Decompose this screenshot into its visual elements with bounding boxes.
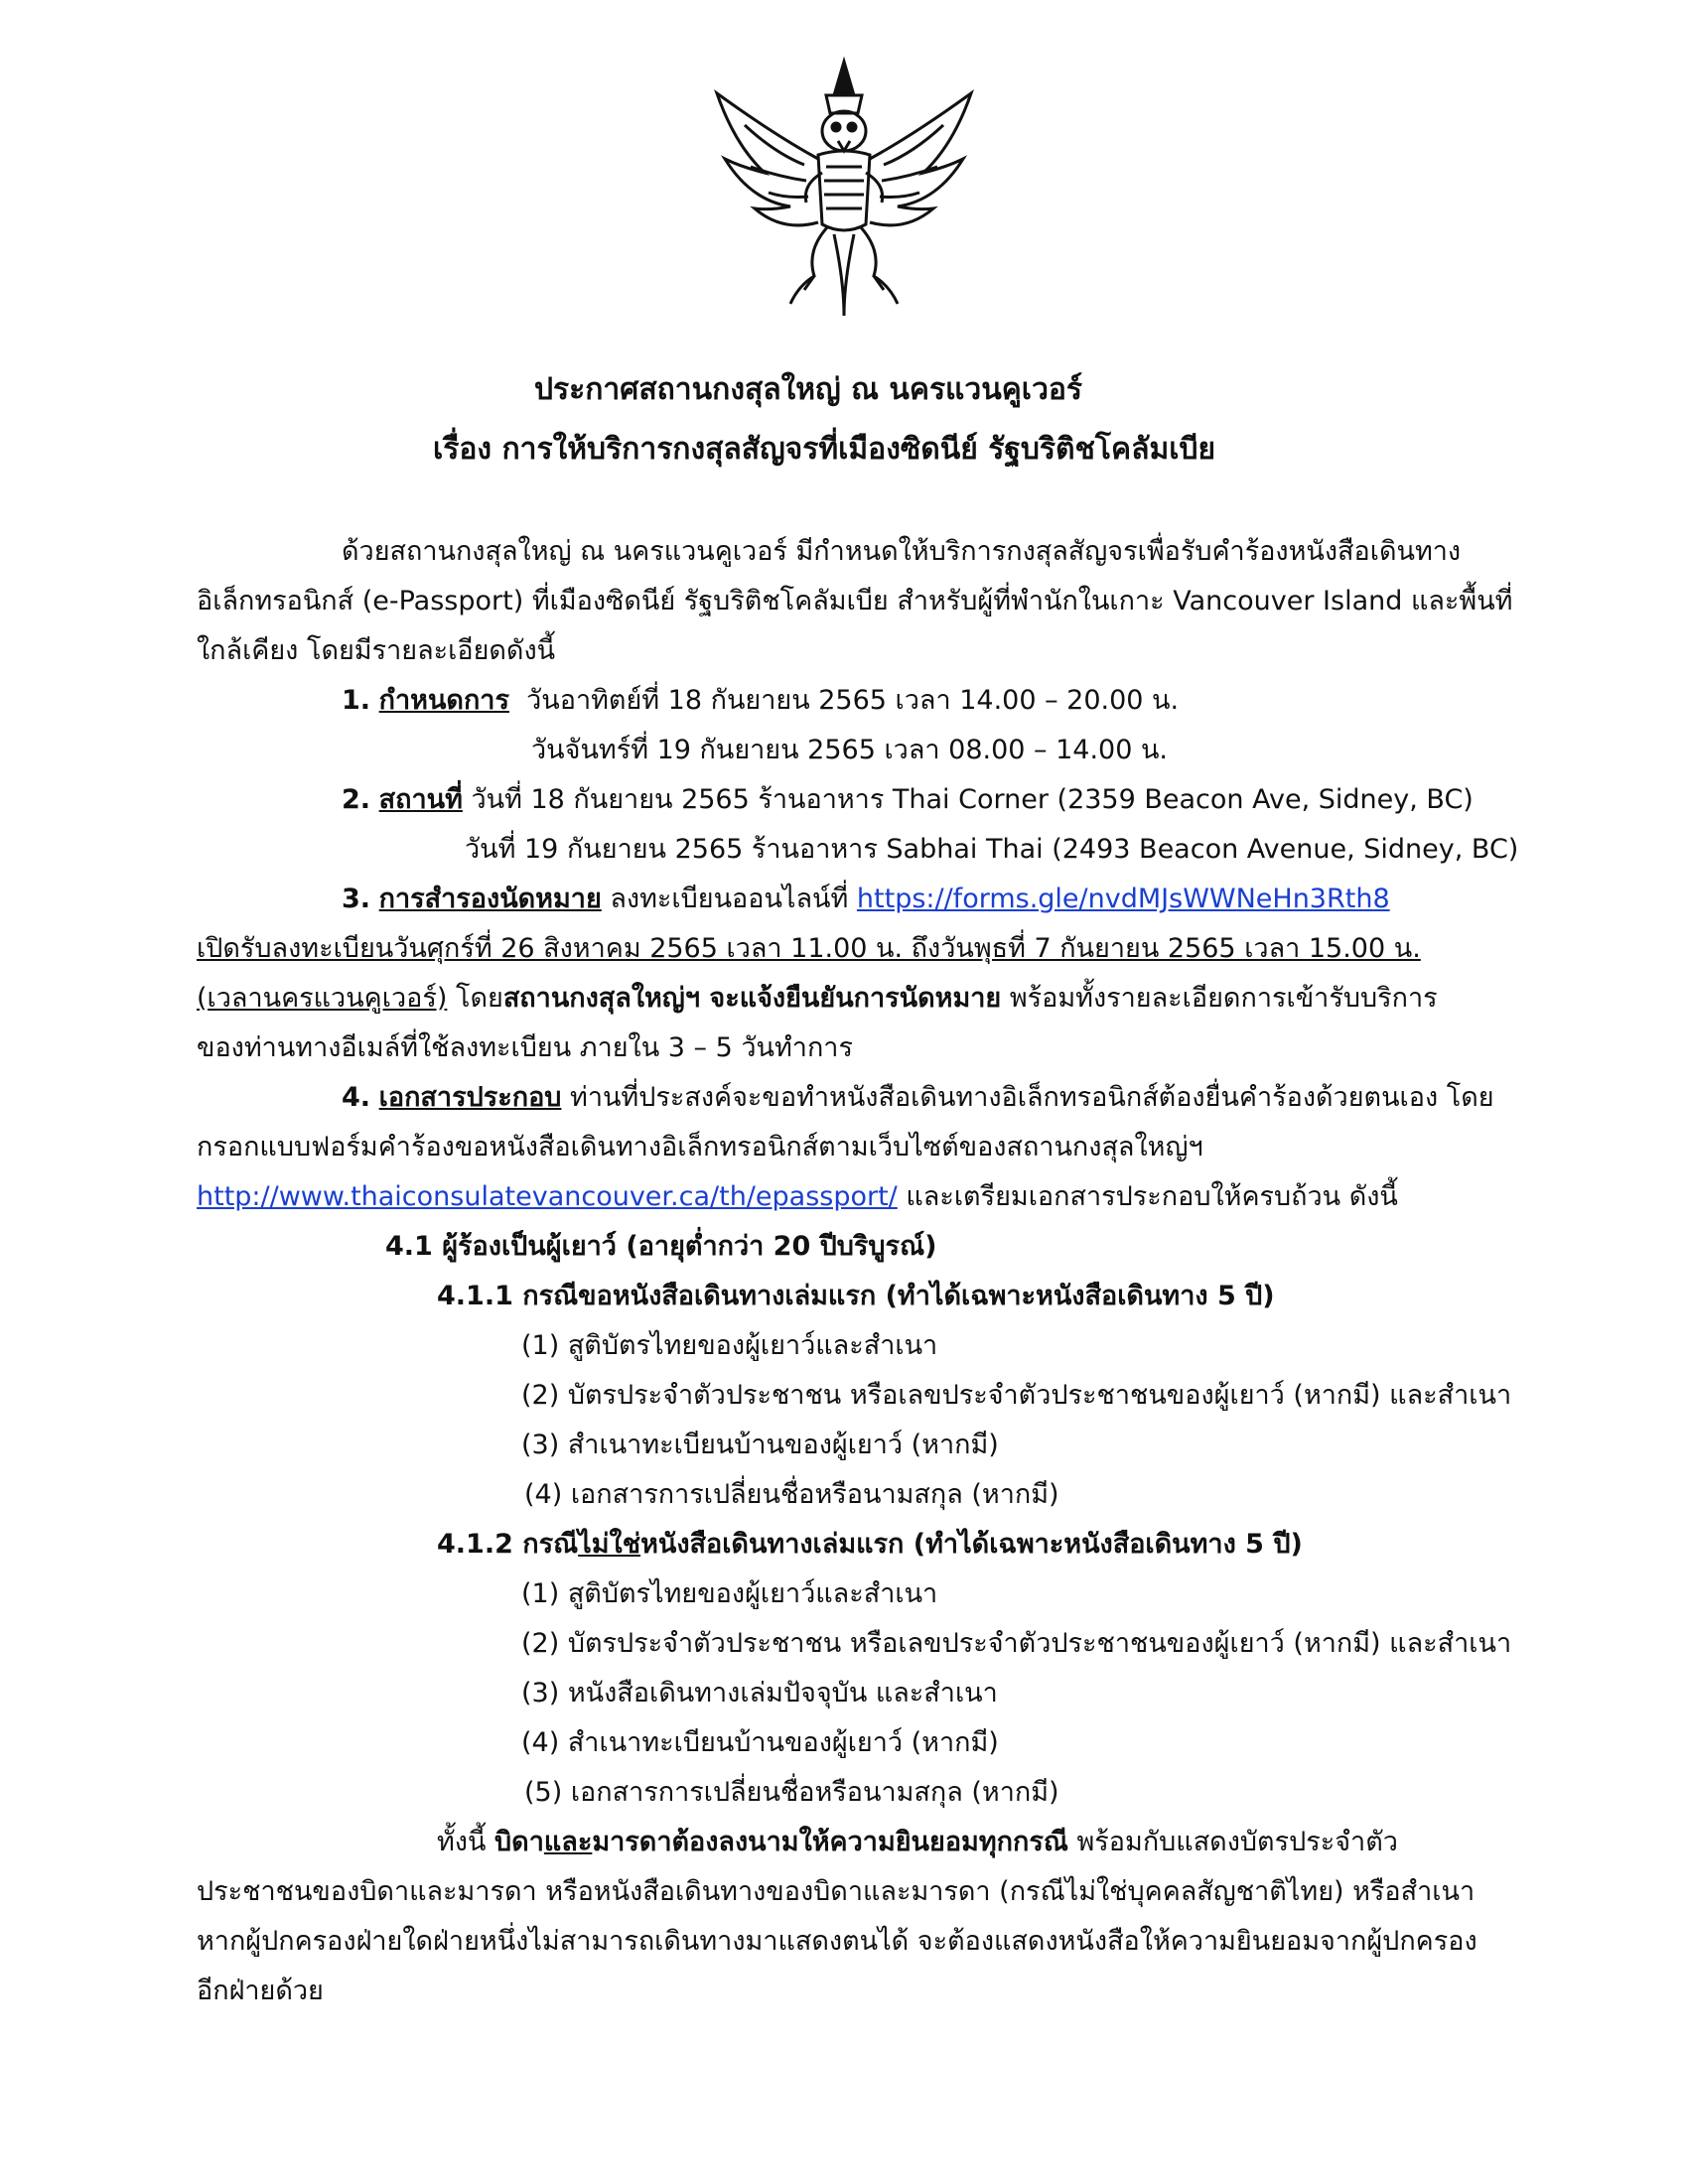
item-label: เอกสารประกอบ (378, 1082, 562, 1113)
heading-part: หนังสือเดินทางเล่มแรก (ทำได้เฉพาะหนังสือเดินทาง 5 ปี) (640, 1529, 1303, 1560)
intro-line: ใกล้เคียง โดยมีรายละเอียดดังนี้ (197, 635, 556, 666)
subsection-heading: 4.1.1 กรณีขอหนังสือเดินทางเล่มแรก (ทำได้เฉพาะหนังสือเดินทาง 5 ปี) (437, 1281, 1275, 1311)
item-label: กำหนดการ (378, 685, 509, 716)
registration-link[interactable]: https://forms.gle/nvdMJsWWNeHn3Rth8 (856, 884, 1390, 914)
item-number: 1. (342, 685, 371, 716)
closing-line: อีกฝ่ายด้วย (197, 1976, 324, 2006)
item-label: สถานที่ (378, 784, 463, 815)
heading-part: 4.1.2 กรณี (437, 1529, 579, 1560)
announcement-title: ประกาศสถานกงสุลใหญ่ ณ นครแวนคูเวอร์ (534, 372, 1083, 407)
epassport-link[interactable]: http://www.thaiconsulatevancouver.ca/th/epassport/ (197, 1181, 898, 1212)
intro-line: อิเล็กทรอนิกส์ (e-Passport) ที่เมืองซิดนีย์ รัฐบริติชโคลัมเบีย สำหรับผู้ที่พำนักในเกาะ Vancouver Island และพื้นที่ (197, 586, 1513, 616)
item-text: วันที่ 18 กันยายน 2565 ร้านอาหาร Thai Corner (2359 Beacon Ave, Sidney, BC) (471, 784, 1474, 815)
list-item: (1) สูติบัตรไทยของผู้เยาว์และสำเนา (521, 1330, 938, 1361)
item-text: พร้อมทั้งรายละเอียดการเข้ารับบริการ (1009, 983, 1438, 1014)
announcement-subject: เรื่อง การให้บริการกงสุลสัญจรที่เมืองซิดนีย์ รัฐบริติชโคลัมเบีย (433, 432, 1216, 467)
item-text: กรอกแบบฟอร์มคำร้องขอหนังสือเดินทางอิเล็กทรอนิกส์ตามเว็บไซต์ของสถานกงสุลใหญ่ฯ (197, 1132, 1203, 1162)
item-text: วันอาทิตย์ที่ 18 กันยายน 2565 เวลา 14.00 – 20.00 น. (526, 685, 1180, 716)
closing-emphasis: บิดา (494, 1827, 544, 1857)
list-item: (2) บัตรประจำตัวประชาชน หรือเลขประจำตัวประชาชนของผู้เยาว์ (หากมี) และสำเนา (521, 1380, 1512, 1411)
closing-emphasis: มารดาต้องลงนามให้ความยินยอมทุกกรณี (592, 1827, 1068, 1857)
closing-line: ประชาชนของบิดาและมารดา หรือหนังสือเดินทางของบิดาและมารดา (กรณีไม่ใช่บุคคลสัญชาติไทย) หรือสำเนา (197, 1876, 1476, 1907)
item-documents (342, 1082, 1494, 1114)
list-item: (3) หนังสือเดินทางเล่มปัจจุบัน และสำเนา (521, 1678, 998, 1708)
closing-emphasis: และ (543, 1827, 593, 1857)
intro-line: ด้วยสถานกงสุลใหญ่ ณ นครแวนคูเวอร์ มีกำหนดให้บริการกงสุลสัญจรเพื่อรับคำร้องหนังสือเดินทาง (342, 536, 1462, 567)
item-text: วันจันทร์ที่ 19 กันยายน 2565 เวลา 08.00 – 14.00 น. (531, 735, 1169, 765)
item-label: การสำรองนัดหมาย (378, 884, 602, 914)
item-text-line (197, 1181, 1398, 1213)
list-item: (1) สูติบัตรไทยของผู้เยาว์และสำเนา (521, 1578, 938, 1609)
item-text: ของท่านทางอีเมล์ที่ใช้ลงทะเบียน ภายใน 3 – 5 วันทำการ (197, 1032, 853, 1063)
closing-text: พร้อมกับแสดงบัตรประจำตัว (1076, 1827, 1398, 1857)
confirmation-note: สถานกงสุลใหญ่ฯ จะแจ้งยืนยันการนัดหมาย (502, 983, 1002, 1014)
closing-text: ทั้งนี้ (437, 1827, 487, 1857)
item-number: 3. (342, 884, 371, 914)
item-text: ท่านที่ประสงค์จะขอทำหนังสือเดินทางอิเล็กทรอนิกส์ต้องยื่นคำร้องด้วยตนเอง โดย (570, 1082, 1494, 1113)
garuda-emblem-icon (695, 56, 993, 324)
item-text: ลงทะเบียนออนไลน์ที่ (610, 884, 849, 914)
heading-emphasis: ไม่ใช่ (578, 1529, 641, 1560)
subsection-heading (437, 1529, 1303, 1561)
item-text: และเตรียมเอกสารประกอบให้ครบถ้วน ดังนี้ (906, 1181, 1398, 1212)
closing-line: หากผู้ปกครองฝ่ายใดฝ่ายหนึ่งไม่สามารถเดินทางมาแสดงตนได้ จะต้องแสดงหนังสือให้ความยินยอมจากผู้ปกครอง (197, 1926, 1477, 1957)
list-item: (5) เอกสารการเปลี่ยนชื่อหรือนามสกุล (หากมี) (524, 1777, 1059, 1808)
item-text-line (197, 983, 1438, 1015)
item-number: 2. (342, 784, 371, 815)
item-appointment (342, 884, 1390, 915)
section-heading: 4.1 ผู้ร้องเป็นผู้เยาว์ (อายุต่ำกว่า 20 ปีบริบูรณ์) (385, 1231, 937, 1262)
list-item: (4) สำเนาทะเบียนบ้านของผู้เยาว์ (หากมี) (521, 1727, 999, 1758)
item-text: เปิดรับลงทะเบียนวันศุกร์ที่ 26 สิงหาคม 2565 เวลา 11.00 น. ถึงวันพุธที่ 7 กันยายน 2565 เวลา 15.00 น. (197, 933, 1421, 964)
timezone-note: (เวลานครแวนคูเวอร์) (197, 983, 448, 1014)
list-item: (4) เอกสารการเปลี่ยนชื่อหรือนามสกุล (หากมี) (524, 1479, 1059, 1510)
list-item: (2) บัตรประจำตัวประชาชน หรือเลขประจำตัวประชาชนของผู้เยาว์ (หากมี) และสำเนา (521, 1628, 1512, 1659)
item-number: 4. (342, 1082, 371, 1113)
item-text: วันที่ 19 กันยายน 2565 ร้านอาหาร Sabhai Thai (2493 Beacon Avenue, Sidney, BC) (465, 834, 1519, 865)
item-schedule (342, 685, 1179, 717)
item-location (342, 784, 1474, 816)
item-text: โดย (455, 983, 503, 1014)
closing-line (437, 1827, 1398, 1858)
list-item: (3) สำเนาทะเบียนบ้านของผู้เยาว์ (หากมี) (521, 1430, 999, 1460)
